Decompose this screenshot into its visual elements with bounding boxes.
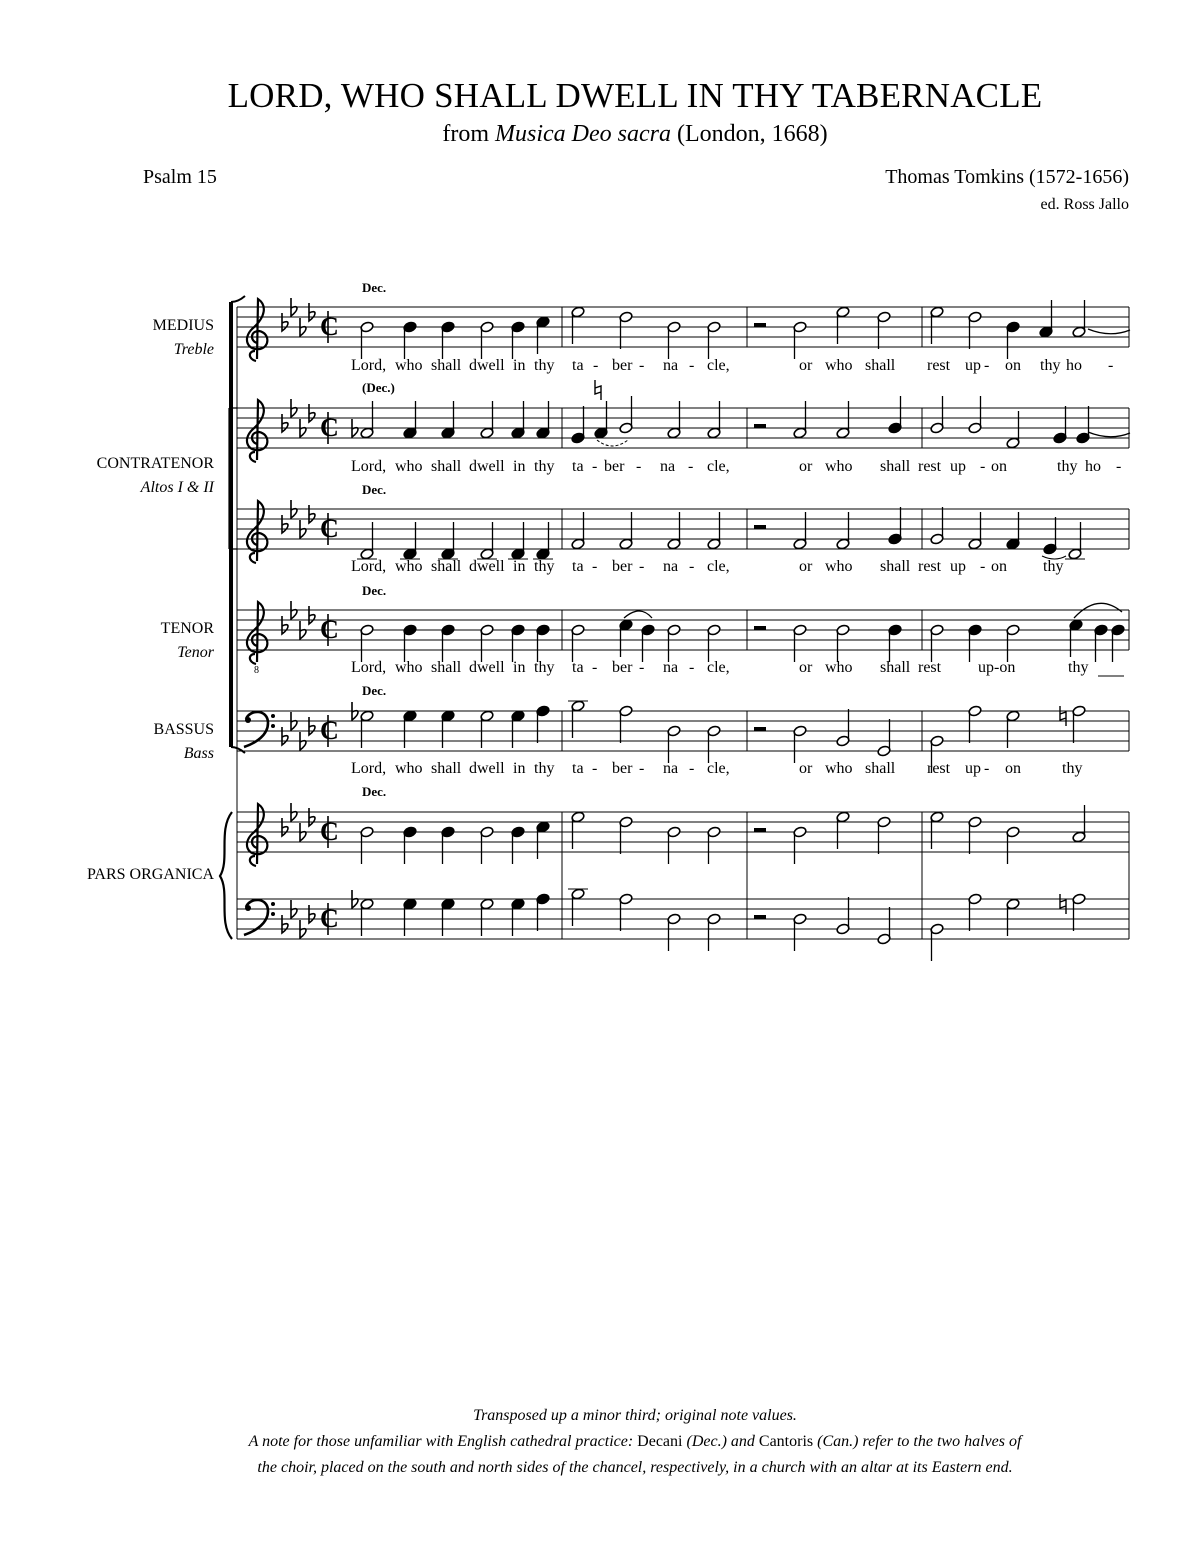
part-bassus-voice: Bass <box>183 745 214 762</box>
lyric-syllable: na <box>663 659 679 676</box>
lyric-syllable: - <box>689 659 695 676</box>
flat-icon <box>291 712 297 730</box>
part-contratenor-name: CONTRATENOR <box>96 455 214 472</box>
flat-icon <box>309 404 315 422</box>
lyric-syllable: who <box>395 357 423 374</box>
lyric-syllable: shall <box>431 659 462 676</box>
lyric-syllable: up <box>965 760 981 777</box>
footnote-text: (Can.) refer to the two halves of <box>813 1433 1022 1450</box>
lyric-syllable: on <box>1005 760 1021 777</box>
flat-icon <box>291 298 297 316</box>
half-rest-icon <box>754 323 766 327</box>
footnote <box>0 1403 1200 1481</box>
lyric-syllable: Lord, <box>351 760 387 777</box>
flat-icon <box>300 823 306 841</box>
lyric-syllable: up-on <box>978 659 1016 676</box>
octave-mark: 8 <box>254 665 259 676</box>
lyric-syllable: - <box>593 357 599 374</box>
lyric-syllable: who <box>395 558 423 575</box>
cut-time-icon: C <box>320 716 339 745</box>
lyric-syllable: shall <box>865 760 896 777</box>
clef-dot <box>271 724 275 728</box>
lyric-syllable: ta <box>572 659 584 676</box>
lyric-syllable: - <box>592 458 598 475</box>
lyric-syllable: thy <box>1068 659 1089 676</box>
lyric-syllable: - <box>689 760 695 777</box>
lyric-syllable: Lord, <box>351 458 387 475</box>
lyric-syllable: ber <box>604 458 625 475</box>
lyric-syllable: in <box>513 458 526 475</box>
bracket-hook <box>231 296 245 302</box>
lyric-syllable: shall <box>431 357 462 374</box>
flat-icon <box>282 313 288 331</box>
lyric-syllable: dwell <box>469 458 505 475</box>
part-tenor-name: TENOR <box>160 620 214 637</box>
slur <box>624 611 652 618</box>
lyric-syllable: ta <box>572 357 584 374</box>
lyric-syllable: on <box>991 458 1007 475</box>
natural-icon <box>1060 894 1066 914</box>
clef-dot <box>271 912 275 916</box>
flat-icon <box>309 606 315 624</box>
lyric-syllable: or <box>799 760 813 777</box>
lyric-syllable: - <box>639 760 645 777</box>
lyric-syllable: or <box>799 357 813 374</box>
flat-icon <box>309 303 315 321</box>
lyric-syllable: na <box>660 458 676 475</box>
lyric-syllable: - <box>689 558 695 575</box>
system-brackets <box>220 296 245 939</box>
flat-icon <box>291 803 297 821</box>
lyric-syllable: - <box>639 659 645 676</box>
tie <box>1088 329 1130 334</box>
lyric-syllable: ber <box>612 558 633 575</box>
organ-brace <box>220 812 232 939</box>
decani-marking: (Dec.) <box>362 380 395 395</box>
lyric-syllable: Lord, <box>351 659 387 676</box>
lyric-syllable: who <box>825 357 853 374</box>
natural-icon <box>1060 706 1066 726</box>
lyric-syllable: cle, <box>707 659 730 676</box>
lyric-syllable: ta <box>572 458 584 475</box>
flat-icon <box>300 732 306 750</box>
lyric-syllable: cle, <box>707 760 730 777</box>
lyric-syllable: who <box>395 458 423 475</box>
flat-icon <box>291 500 297 518</box>
lyric-syllable: dwell <box>469 659 505 676</box>
lyric-syllable: - <box>592 760 598 777</box>
flat-icon <box>282 915 288 933</box>
flat-icon <box>300 318 306 336</box>
half-rest-icon <box>754 525 766 529</box>
flat-icon <box>282 515 288 533</box>
clef-dot <box>271 714 275 718</box>
lyric-syllable: thy <box>534 760 555 777</box>
clef-dot <box>245 717 251 723</box>
lyric-syllable: in <box>513 760 526 777</box>
lyric-syllable: shall <box>431 558 462 575</box>
lyric-syllable: thy <box>534 558 555 575</box>
footnote-line-2 <box>0 1429 1200 1455</box>
lyric-syllable: in <box>513 357 526 374</box>
lyric-syllable: who <box>825 760 853 777</box>
lyric-syllable: in <box>513 659 526 676</box>
lyric-syllable: or <box>799 659 813 676</box>
lyric-syllable: who <box>395 760 423 777</box>
footnote-text: A note for those unfamiliar with English cathedral practice: <box>248 1433 638 1450</box>
lyric-syllable: shall <box>880 458 911 475</box>
lyric-syllable: - <box>639 357 645 374</box>
lyric-syllable: thy <box>534 659 555 676</box>
flat-icon <box>352 702 358 720</box>
lyric-syllable: who <box>825 458 853 475</box>
lyric-syllable: who <box>825 659 853 676</box>
decani-marking: Dec. <box>362 784 387 799</box>
lyric-syllable: ber <box>612 659 633 676</box>
lyric-syllable: - <box>1116 458 1122 475</box>
editor-credit: ed. Ross Jallo <box>1040 196 1129 213</box>
half-rest-icon <box>754 424 766 428</box>
lyric-syllable: - <box>636 458 642 475</box>
lyric-syllable: ta <box>572 760 584 777</box>
lyric-syllable: na <box>663 558 679 575</box>
flat-icon <box>282 818 288 836</box>
cut-time-icon: C <box>320 904 339 933</box>
tie <box>1088 432 1130 437</box>
lyric-syllable: ho <box>1066 357 1082 374</box>
decani-marking: Dec. <box>362 583 387 598</box>
lyric-syllable: rest <box>927 357 951 374</box>
lyric-syllable: shall <box>880 659 911 676</box>
lyric-syllable: - <box>980 558 986 575</box>
lyric-syllable: dwell <box>469 558 505 575</box>
lyric-syllable: - <box>592 558 598 575</box>
bracket-hook <box>231 747 245 753</box>
lyric-syllable: na <box>663 760 679 777</box>
flat-icon <box>352 890 358 908</box>
decani-term: Decani <box>637 1433 683 1450</box>
piece-title: LORD, WHO SHALL DWELL IN THY TABERNACLE <box>227 76 1043 115</box>
part-medius-name: MEDIUS <box>152 317 214 334</box>
lyric-syllable: shall <box>431 760 462 777</box>
lyric-syllable: na <box>663 357 679 374</box>
lyric-syllable: dwell <box>469 760 505 777</box>
lyric-syllable: cle, <box>707 458 730 475</box>
natural-icon <box>595 380 601 400</box>
editorial-slur <box>597 440 628 446</box>
flat-icon <box>291 601 297 619</box>
flat-icon <box>309 717 315 735</box>
footnote-line-1: Transposed up a minor third; original note values. <box>473 1407 797 1424</box>
flat-icon <box>300 419 306 437</box>
lyric-syllable: - <box>592 659 598 676</box>
flat-icon <box>300 920 306 938</box>
lyric-syllable: up <box>950 458 966 475</box>
lyric-syllable: thy <box>1057 458 1078 475</box>
staff-lines <box>237 307 1129 939</box>
lyric-syllable: ber <box>612 760 633 777</box>
part-organ-name: PARS ORGANICA <box>87 866 214 883</box>
lyric-syllable: ho <box>1085 458 1101 475</box>
lyric-syllable: Lord, <box>351 357 387 374</box>
lyric-syllable: shall <box>431 458 462 475</box>
lyric-syllable: Lord, <box>351 558 387 575</box>
lyric-syllable: rest <box>918 458 942 475</box>
decani-marking: Dec. <box>362 280 387 295</box>
slur <box>1074 603 1122 618</box>
lyric-syllable: - <box>984 760 990 777</box>
lyric-syllable: thy <box>1040 357 1061 374</box>
lyric-syllable: - <box>980 458 986 475</box>
decani-marking: Dec. <box>362 482 387 497</box>
subtitle-work: Musica Deo sacra <box>495 121 671 147</box>
lyric-syllable: or <box>799 458 813 475</box>
composer-credit: Thomas Tomkins (1572-1656) <box>885 166 1129 188</box>
footnote-text: (Dec.) and <box>682 1433 759 1450</box>
lyric-syllable: shall <box>880 558 911 575</box>
half-rest-icon <box>754 727 766 731</box>
lyric-syllable: - <box>688 458 694 475</box>
footnote-line-3: the choir, placed on the south and north sides of the chancel, respectively, in a church with an altar at its Eastern end. <box>257 1459 1013 1476</box>
cut-time-icon: C <box>320 615 339 644</box>
half-rest-icon <box>754 828 766 832</box>
lyric-syllable: who <box>825 558 853 575</box>
psalm-label: Psalm 15 <box>143 166 217 188</box>
subtitle-prefix: from <box>442 121 496 147</box>
lyric-syllable: - <box>1108 357 1114 374</box>
cantoris-term: Cantoris <box>758 1433 814 1450</box>
flat-icon <box>291 399 297 417</box>
clef-dot <box>271 902 275 906</box>
lyric-syllable: shall <box>865 357 896 374</box>
decani-marking: Dec. <box>362 683 387 698</box>
flat-icon <box>309 505 315 523</box>
lyric-syllable: dwell <box>469 357 505 374</box>
lyric-syllable: up <box>965 357 981 374</box>
lyric-syllable: who <box>395 659 423 676</box>
lyric-syllable: up <box>950 558 966 575</box>
flat-icon <box>300 520 306 538</box>
flat-icon <box>282 727 288 745</box>
part-medius-voice: Treble <box>173 341 214 358</box>
lyric-syllable: ta <box>572 558 584 575</box>
lyric-syllable: - <box>689 357 695 374</box>
treble-clef-icon <box>247 804 267 866</box>
flat-icon <box>282 616 288 634</box>
flat-icon <box>300 621 306 639</box>
lyric-syllable: rest <box>927 760 951 777</box>
cut-time-icon: C <box>320 514 339 543</box>
part-bassus-name: BASSUS <box>153 721 214 738</box>
flat-icon <box>282 414 288 432</box>
cut-time-icon: C <box>320 312 339 341</box>
flat-icon <box>309 905 315 923</box>
lyric-syllable: thy <box>1062 760 1083 777</box>
lyric-syllable: on <box>1005 357 1021 374</box>
cut-time-icon: C <box>320 817 339 846</box>
treble-clef-icon <box>247 400 267 462</box>
flat-icon <box>309 808 315 826</box>
flat-icon <box>291 900 297 918</box>
flat-icon <box>352 419 358 437</box>
treble-clef-icon <box>247 299 267 361</box>
subtitle-suffix: (London, 1668) <box>670 121 828 147</box>
half-rest-icon <box>754 626 766 630</box>
half-rest-icon <box>754 915 766 919</box>
lyric-syllable: on <box>991 558 1007 575</box>
clef-dot <box>245 905 251 911</box>
lyric-syllable: thy <box>534 458 555 475</box>
lyric-syllable: rest <box>918 659 942 676</box>
lyric-syllable: ber <box>612 357 633 374</box>
lyric-syllable: rest <box>918 558 942 575</box>
treble-clef-icon <box>247 501 267 563</box>
lyric-syllable: - <box>639 558 645 575</box>
lyric-syllable: thy <box>1043 558 1064 575</box>
lyric-syllable: - <box>984 357 990 374</box>
part-contratenor-voice: Altos I & II <box>140 479 214 496</box>
lyric-syllable: cle, <box>707 357 730 374</box>
cut-time-icon: C <box>320 413 339 442</box>
part-tenor-voice: Tenor <box>177 644 214 661</box>
lyric-syllable: cle, <box>707 558 730 575</box>
treble-clef-icon <box>247 602 267 664</box>
lyric-syllable: in <box>513 558 526 575</box>
lyric-syllable: or <box>799 558 813 575</box>
lyric-syllable: thy <box>534 357 555 374</box>
